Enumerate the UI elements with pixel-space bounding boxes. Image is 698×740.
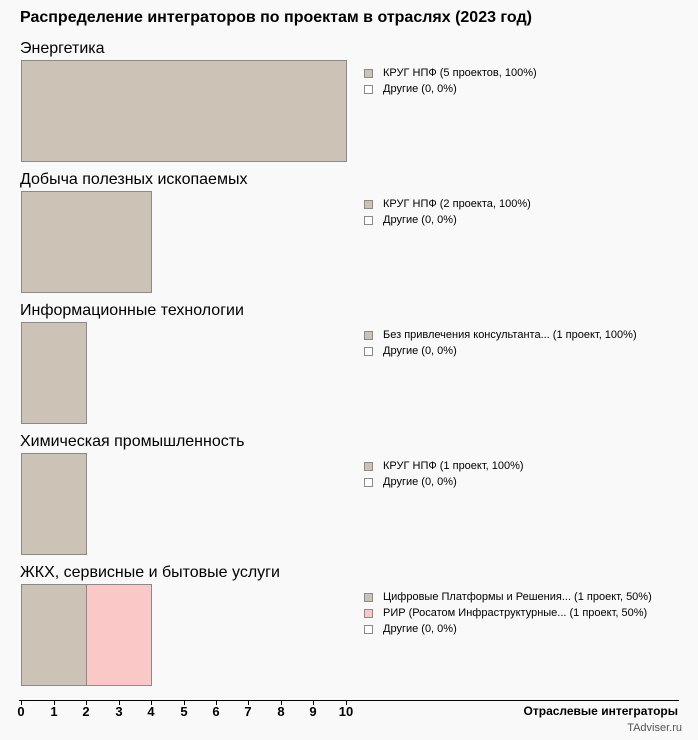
- watermark: TAdviser.ru: [627, 722, 682, 734]
- legend-item: [364, 65, 537, 81]
- x-tick-label: 6: [212, 704, 220, 719]
- legend-label: РИР (Росатом Инфраструктурные... (1 проект, 50%): [383, 607, 648, 619]
- legend-item: [364, 458, 524, 474]
- x-tick-label: 10: [338, 704, 354, 719]
- legend-swatch: [364, 331, 373, 340]
- x-tick-label: 9: [309, 704, 317, 719]
- legend-item: [364, 474, 524, 490]
- x-axis-title: Отраслевые интеграторы: [523, 704, 678, 718]
- x-tick-label: 2: [82, 704, 90, 719]
- legend-item: [364, 621, 652, 637]
- legend-swatch: [364, 609, 373, 618]
- legend-label: Другие (0, 0%): [383, 476, 457, 488]
- chart-title: Распределение интеграторов по проектам в отраслях (2023 год): [20, 9, 532, 26]
- bar-segment: [21, 584, 87, 686]
- legend-label: Другие (0, 0%): [383, 214, 457, 226]
- legend-swatch: [364, 478, 373, 487]
- legend-item: [364, 327, 637, 343]
- x-tick-label: 0: [17, 704, 25, 719]
- legend: [364, 458, 524, 490]
- legend-swatch: [364, 216, 373, 225]
- legend: [364, 327, 637, 359]
- x-tick-label: 7: [244, 704, 252, 719]
- legend-swatch: [364, 200, 373, 209]
- legend-swatch: [364, 593, 373, 602]
- legend-item: [364, 343, 637, 359]
- legend-swatch: [364, 69, 373, 78]
- x-tick-label: 1: [50, 704, 58, 719]
- industry-label: Химическая промышленность: [20, 433, 245, 450]
- legend-item: [364, 605, 652, 621]
- industry-label: Энергетика: [20, 40, 105, 57]
- x-axis-line: [19, 700, 679, 701]
- legend: [364, 65, 537, 97]
- legend-item: [364, 81, 537, 97]
- bar-segment: [21, 191, 152, 293]
- industry-label: Добыча полезных ископаемых: [20, 171, 248, 188]
- bar-segment: [21, 322, 87, 424]
- legend-label: Цифровые Платформы и Решения... (1 проект, 50%): [383, 591, 652, 603]
- x-tick-label: 3: [115, 704, 123, 719]
- legend-label: Без привлечения консультанта... (1 проект, 100%): [383, 329, 637, 341]
- legend-swatch: [364, 462, 373, 471]
- legend: [364, 196, 531, 228]
- legend-item: [364, 212, 531, 228]
- x-tick-label: 8: [277, 704, 285, 719]
- legend-label: Другие (0, 0%): [383, 83, 457, 95]
- legend-swatch: [364, 85, 373, 94]
- legend-item: [364, 589, 652, 605]
- industry-label: ЖКХ, сервисные и бытовые услуги: [20, 564, 280, 581]
- x-tick-label: 4: [147, 704, 155, 719]
- bar-segment: [21, 453, 87, 555]
- bar-segment: [21, 60, 347, 162]
- x-tick-label: 5: [180, 704, 188, 719]
- bar-segment: [86, 584, 152, 686]
- legend-label: Другие (0, 0%): [383, 623, 457, 635]
- legend-item: [364, 196, 531, 212]
- legend-label: КРУГ НПФ (1 проект, 100%): [383, 460, 524, 472]
- legend: [364, 589, 652, 637]
- industry-label: Информационные технологии: [20, 302, 244, 319]
- legend-label: Другие (0, 0%): [383, 345, 457, 357]
- legend-label: КРУГ НПФ (2 проекта, 100%): [383, 198, 531, 210]
- legend-swatch: [364, 347, 373, 356]
- legend-label: КРУГ НПФ (5 проектов, 100%): [383, 67, 537, 79]
- legend-swatch: [364, 625, 373, 634]
